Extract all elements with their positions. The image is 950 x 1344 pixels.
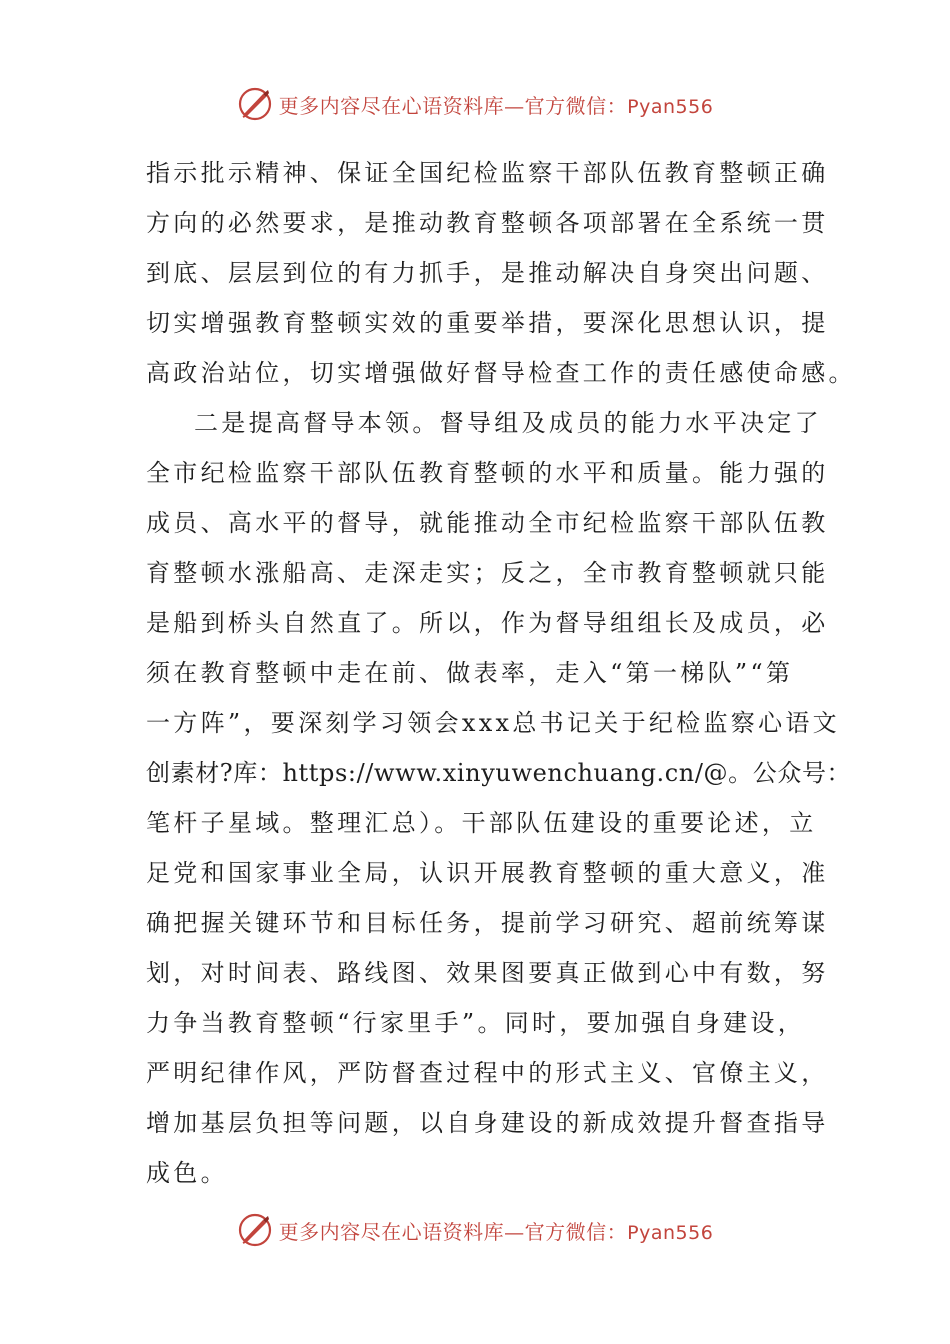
header-brand: Pyan556	[627, 95, 714, 118]
body-line: 增加基层负担等问题，以自身建设的新成效提升督查指导	[146, 1109, 829, 1137]
quill-pen-logo-icon	[237, 1212, 273, 1248]
body-line: 指示批示精神、保证全国纪检监察干部队伍教育整顿正确	[146, 159, 829, 187]
body-line: 足党和国家事业全局，认识开展教育整顿的重大意义，准	[146, 859, 829, 887]
body-line: 划，对时间表、路线图、效果图要真正做到心中有数，努	[146, 959, 829, 987]
quill-pen-logo-icon	[237, 86, 273, 122]
body-line: 高政治站位，切实增强做好督导检查工作的责任感使命感。	[146, 359, 856, 387]
body-line: 全市纪检监察干部队伍教育整顿的水平和质量。能力强的	[146, 459, 829, 487]
body-line: 一方阵”，要深刻学习领会xxx总书记关于纪检监察心语文	[146, 709, 840, 737]
header-banner	[0, 84, 950, 124]
paragraph-start-line: 二是提高督导本领。督导组及成员的能力水平决定了	[194, 409, 822, 437]
body-line: 是船到桥头自然直了。所以，作为督导组组长及成员，必	[146, 609, 829, 637]
footer-banner	[0, 1210, 950, 1250]
body-line: 笔杆子星域。整理汇总）。干部队伍建设的重要论述，立	[146, 809, 817, 837]
body-line: 力争当教育整顿“行家里手”。同时，要加强自身建设，	[146, 1009, 806, 1037]
body-line: 育整顿水涨船高、走深走实；反之，全市教育整顿就只能	[146, 559, 829, 587]
body-line: 成员、高水平的督导，就能推动全市纪检监察干部队伍教	[146, 509, 829, 537]
body-line: 到底、层层到位的有力抓手，是推动解决自身突出问题、	[146, 259, 829, 287]
body-line: 须在教育整顿中走在前、做表率，走入“第一梯队”“第	[146, 659, 794, 687]
header-banner-text: 更多内容尽在心语资料库—官方微信：Pyan556	[278, 93, 714, 118]
body-line: 切实增强教育整顿实效的重要举措，要深化思想认识，提	[146, 309, 829, 337]
document-body	[146, 148, 856, 1198]
body-line: 成色。	[146, 1159, 228, 1187]
footer-banner-text: 更多内容尽在心语资料库—官方微信：Pyan556	[278, 1219, 714, 1244]
body-line: 方向的必然要求，是推动教育整顿各项部署在全系统一贯	[146, 209, 829, 237]
body-line: 确把握关键环节和目标任务，提前学习研究、超前统筹谋	[146, 909, 829, 937]
footer-brand: Pyan556	[627, 1221, 714, 1244]
body-line-url: 创素材?库：https://www.xinyuwenchuang.cn/@。公众号：	[146, 759, 852, 787]
body-line: 严明纪律作风，严防督查过程中的形式主义、官僚主义，	[146, 1059, 829, 1087]
